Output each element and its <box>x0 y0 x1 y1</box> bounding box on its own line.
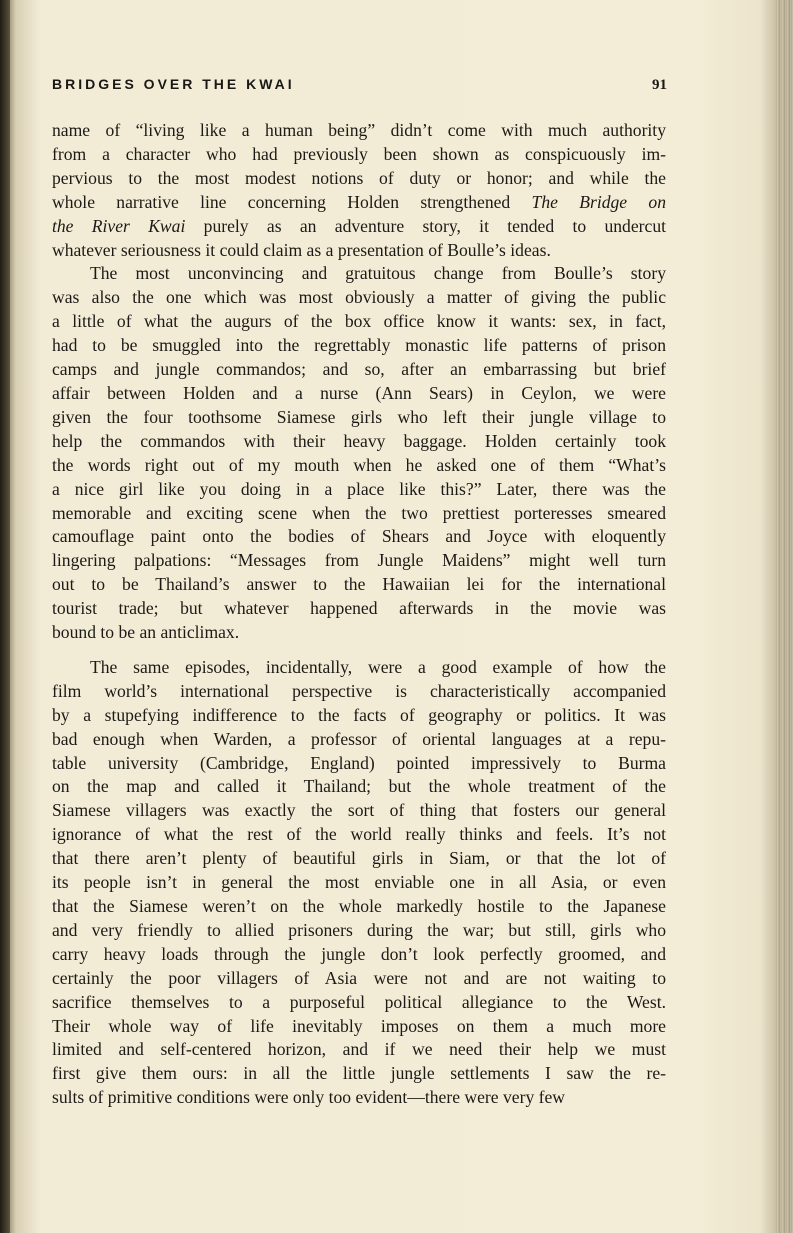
text-line: a little of what the augurs of the box office know it wants: sex, in fact, <box>52 311 666 332</box>
page-number: 91 <box>652 77 667 93</box>
text-line: whole narrative line concerning Holden strengthened The Bridge on <box>52 191 666 212</box>
text-line: film world’s international perspective is characteristically accompanied <box>52 680 666 701</box>
text-line: given the four toothsome Siamese girls who left their jungle village to <box>52 406 666 427</box>
text-line: tourist trade; but whatever happened afterwards in the movie was <box>52 598 666 619</box>
text-line: first give them ours: in all the little jungle settlements I saw the re- <box>52 1063 666 1084</box>
text-line: Siamese villagers was exactly the sort of thing that fosters our general <box>52 800 666 821</box>
text-line: on the map and called it Thailand; but the whole treatment of the <box>52 776 666 797</box>
paragraph-3 <box>52 656 666 1110</box>
text-line: bound to be an anticlimax. <box>52 622 240 643</box>
text-line: affair between Holden and a nurse (Ann Sears) in Ceylon, we were <box>52 382 666 403</box>
paragraph-1 <box>52 119 666 262</box>
page-edges <box>776 0 793 1233</box>
text-line: name of “living like a human being” didn’t come with much authority <box>52 120 666 140</box>
text-line: camouflage paint onto the bodies of Shears and Joyce with eloquently <box>52 526 666 547</box>
text-line: by a stupefying indifference to the facts of geography or politics. It was <box>52 704 666 725</box>
text-line: was also the one which was most obviously a matter of giving the public <box>52 287 666 308</box>
film-title: the River Kwai <box>52 215 186 236</box>
text-line: from a character who had previously been shown as conspicuously im- <box>52 143 666 164</box>
text-line: pervious to the most modest notions of duty or honor; and while the <box>52 167 666 188</box>
text-line: out to be Thailand’s answer to the Hawaiian lei for the international <box>52 574 666 595</box>
text-line: table university (Cambridge, England) pointed impressively to Burma <box>52 752 666 773</box>
text-line: sacrifice themselves to a purposeful political allegiance to the West. <box>52 991 666 1012</box>
text-line: certainly the poor villagers of Asia were not and are not waiting to <box>52 967 666 988</box>
text-line: the River Kwai purely as an adventure story, it tended to undercut <box>52 215 666 236</box>
text-line: and very friendly to allied prisoners during the war; but still, girls who <box>52 919 666 940</box>
text-line: its people isn’t in general the most enviable one in all Asia, or even <box>52 872 666 893</box>
text-line: that there aren’t plenty of beautiful girls in Siam, or that the lot of <box>52 848 666 869</box>
text-line: that the Siamese weren’t on the whole markedly hostile to the Japanese <box>52 896 666 916</box>
paragraph-2 <box>52 262 666 645</box>
body-text <box>52 119 666 1110</box>
text-line: whatever seriousness it could claim as a presentation of Boulle’s ideas. <box>52 239 551 260</box>
text-line: camps and jungle commandos; and so, after an embarrassing but brief <box>52 359 666 380</box>
text-line: carry heavy loads through the jungle don’t look perfectly groomed, and <box>52 943 666 964</box>
text-line: a nice girl like you doing in a place like this?” Later, there was the <box>52 478 666 499</box>
text-line: The same episodes, incidentally, were a good example of how the <box>90 656 666 677</box>
book-spine-shadow <box>0 0 10 1233</box>
text-line: memorable and exciting scene when the two prettiest porteresses smeared <box>52 502 666 523</box>
text-line: limited and self-centered horizon, and if we need their help we must <box>52 1039 666 1060</box>
text-line: help the commandos with their heavy baggage. Holden certainly took <box>52 430 666 451</box>
running-title: BRIDGES OVER THE KWAI <box>52 76 295 92</box>
text-line: lingering palpations: “Messages from Jungle Maidens” might well turn <box>52 550 666 571</box>
text-line: ignorance of what the rest of the world really thinks and feels. It’s not <box>52 824 666 845</box>
text-line: Their whole way of life inevitably imposes on them a much more <box>52 1015 666 1036</box>
film-title: The Bridge on <box>531 191 666 212</box>
running-head <box>52 76 667 94</box>
text-line: the words right out of my mouth when he asked one of them “What’s <box>52 454 666 475</box>
text-line: The most unconvincing and gratuitous change from Boulle’s story <box>90 263 666 284</box>
text-line: sults of primitive conditions were only too evident—there were very few <box>52 1087 566 1108</box>
text-line: bad enough when Warden, a professor of oriental languages at a repu- <box>52 728 666 749</box>
text-line: had to be smuggled into the regrettably monastic life patterns of prison <box>52 335 666 356</box>
